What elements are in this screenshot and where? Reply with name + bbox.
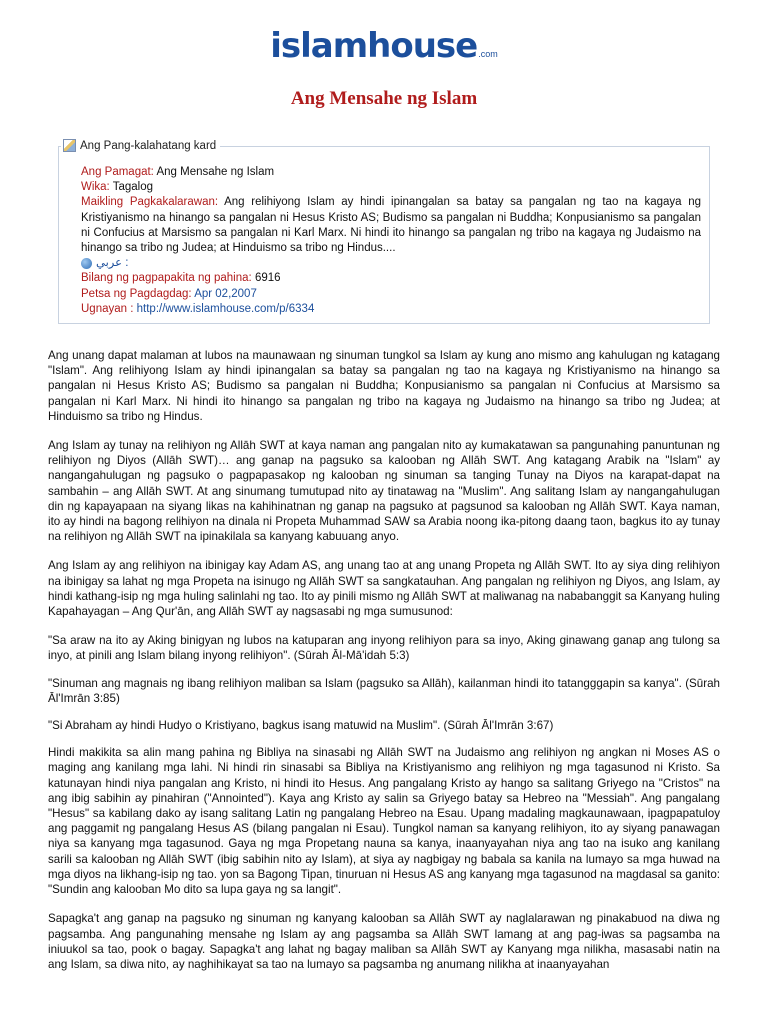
title-label: Ang Pamagat: (81, 166, 154, 178)
link-label: Ugnayan : (81, 302, 134, 315)
title-value: Ang Mensahe ng Islam (156, 166, 275, 178)
pages-value: 6916 (254, 272, 281, 285)
quote: "Sinuman ang magnais ng ibang relihiyon maliban sa Islam (pagsuko sa Allāh), kailanman hindi ito tatangggapin sa kanya". (Sūrah Āl'Imrān 3:85) (48, 676, 720, 705)
general-card (58, 139, 710, 324)
quote: "Sa araw na ito ay Aking binigyan ng lubos na katuparan ang inyong relihiyon para sa inyo, Aking ginawang ganap ang tulong sa inyo, at pinili ang Islam bilang inyong relihiyon". (Sūrah Āl-Mā'idah 5:3) (48, 634, 720, 663)
language-value: Tagalog (112, 181, 154, 194)
edit-icon (63, 139, 76, 152)
card-summary-row (81, 195, 701, 256)
arabic-language-link[interactable]: عربي : (96, 257, 129, 270)
islamhouse-logo[interactable] (0, 26, 768, 66)
page-link[interactable]: http://www.islamhouse.com/p/6334 (136, 302, 315, 315)
card-pages-row (81, 271, 701, 286)
logo-suffix: .com (478, 49, 498, 59)
card-legend-text: Ang Pang-kalahatang kard (80, 139, 217, 152)
date-value: Apr 02,2007 (194, 287, 257, 300)
card-language-row (81, 180, 701, 195)
summary-value: Ang relihiyong Islam ay hindi ipinangalan sa batay sa pangalan ng tao na kagaya ng Kristiyanismo na hinango sa pangalan ni Hesus Kristo AS; Budismo sa pangalan ni Buddha; Konpusianismo sa pangalan ni Confucius at Marsismo sa pangalan ni Karl Marx. Ni hindi ito hinango sa pangalan ng tribo na kagaya ng Judaismo na hinango sa tribo ng Judea; at Hinduismo sa tribo ng Hindus.... (81, 196, 702, 255)
paragraph: Ang Islam ay tunay na relihiyon ng Allāh SWT at kaya naman ang pangalan nito ay kumakatawan sa pangunahing panuntunan ng relihiyon ng Diyos (Allāh SWT)… ang ganap na pagsuko sa kalooban ng Allāh SWT. Ang katagang Arabik na "Islam" ay nangangahulugan ng pagsuko o pagpapasakop ng kalooban ng sinuman sa tanging Tunay na Diyos na karapat-dapat na sambahin – ang Allāh SWT. At ang sinumang tumutupad nito ay tinatawag na "Muslim". Ang salitang Islam ay nangangahulugan din ng kapayapaan na siyang likas na kahihinatnan ng ganap na pagsuko at pagsunod sa kalooban ng Allāh SWT. Kaya naman, ito ay hindi na bagong relihiyon na dinala ni Propeta Muhammad SAW sa Arabia noong ika-pitong daang taon, bagkus ito ay tunay na relihiyon ng Allāh SWT na ipinakilala sa kanyang kabuuang anyo. (48, 439, 720, 544)
paragraph: Ang unang dapat malaman at lubos na maunawaan ng sinuman tungkol sa Islam ay kung ano mismo ang kahulugan ng katagang "Islam". Ang relihiyong Islam ay hindi ipinangalan sa batay sa pangalan ng tao na kagaya ng Kristiyanismo na hinango sa pangalan ni Hesus Kristo AS; Budismo sa pangalan ni Buddha; Konpusianismo sa pangalan ni Confucius at Marsismo sa pangalan ni Karl Marx. Ni hindi ito hinango sa pangalan ng tribo na kagaya ng Judaismo na hinango sa tribo ng Judea; at Hinduismo sa tribo ng Hindus. (48, 349, 720, 423)
card-title-row (81, 165, 701, 180)
card-body (81, 165, 701, 317)
card-link-row (81, 302, 701, 317)
pages-label: Bilang ng pagpapakita ng pahina: (81, 272, 252, 285)
summary-label: Maikling Pagkakalarawan: (81, 196, 219, 209)
card-arabic-row (81, 256, 701, 271)
page-title: Ang Mensahe ng Islam (290, 88, 478, 109)
paragraph: Ang Islam ay ang relihiyon na ibinigay kay Adam AS, ang unang tao at ang unang Propeta ng Allāh SWT. Ito ay siya ding relihiyon na ibinigay sa lahat ng mga Propeta na isinugo ng Allāh SWT sa sangkatauhan. Ang pangalan ng relihiyon ng Diyos, ang Islam, ay hindi kathang-isip ng mga huling salinlahi ng tao. Ito ay pinili mismo ng Allāh SWT at maliwanag na nababanggit sa Kanyang huling Kapahayagan – Ang Qur'ān, ang Allāh SWT ay nagsasabi ng mga sumusunod: (48, 559, 720, 619)
card-date-row (81, 287, 701, 302)
globe-icon (81, 258, 92, 269)
date-label: Petsa ng Pagdagdag: (81, 287, 192, 300)
quote: "Si Abraham ay hindi Hudyo o Kristiyano, bagkus isang matuwid na Muslim". (Sūrah Āl'Imrān 3:67) (48, 719, 554, 733)
logo-text: islamhouse (270, 26, 478, 66)
paragraph: Hindi makikita sa alin mang pahina ng Bibliya na sinasabi ng Allāh SWT na Judaismo ang relihiyon ng angkan ni Moses AS o maging ang kanilang mga lahi. Ni hindi rin sinasabi sa Bibliya na Kristiyanismo ang relihiyon ng mga tagasunod ni Kristo. Sa katunayan hindi niya pangalan ang Kristo, ni hindi ito Hesus. Ang pangalang Kristo ay hango sa salitang Griyego na "Cristos" na ang ibig sabihin ay pinahiran ("Annointed"). Kaya ang Kristo ay salin sa Griyego batay sa Hebreo na "Messiah". Ang pangalang "Hesus" sa kabilang dako ay isang salitang Latin ng pangalang Hebreo na Esau. Upang madaling magkaunawaan, ipagpapatuloy ang paggamit ng pangalang Hesus AS (bilang pangalan ni Esau). Tungkol naman sa kanyang relihiyon, ito ay siyang panawagan niya sa kanyang mga tagasunod. Gaya ng mga Propetang nauna sa kanya, inaanyayahan niya ang tao na isuko ang kanilang sarili sa kalooban ng Allāh SWT (ibig sabihin nito ay Islam), at siya ay nagbigay ng babala sa kanila na lumayo sa mga huwad na mga diyos na likhang-isip ng tao. yon sa Bagong Tipan, tinuruan ni Hesus AS ang kanyang mga tagasunod na magdasal sa ganito: "Sundin ang kalooban Mo dito sa lupa gaya ng sa langit". (48, 746, 720, 897)
language-label: Wika: (81, 181, 110, 194)
card-legend (61, 139, 220, 152)
article-body (48, 348, 720, 986)
paragraph: Sapagka't ang ganap na pagsuko ng sinuman ng kanyang kalooban sa Allāh SWT ay naglalarawan ng pinakabuod na diwa ng pagsamba. Ang pangunahing mensahe ng Islam ay ang pagsamba sa Allāh SWT lamang at ang pag-iwas sa pagsamba na iniuukol sa tao, pook o bagay. Sapagka't ang lahat ng bagay maliban sa Allāh SWT ay Kanyang mga nilikha, masasabi natin na ang Islam, sa diwa nito, ay naghihikayat sa tao na lumayo sa pagsamba ng anumang nilikha at inaanyayahan (48, 912, 720, 971)
